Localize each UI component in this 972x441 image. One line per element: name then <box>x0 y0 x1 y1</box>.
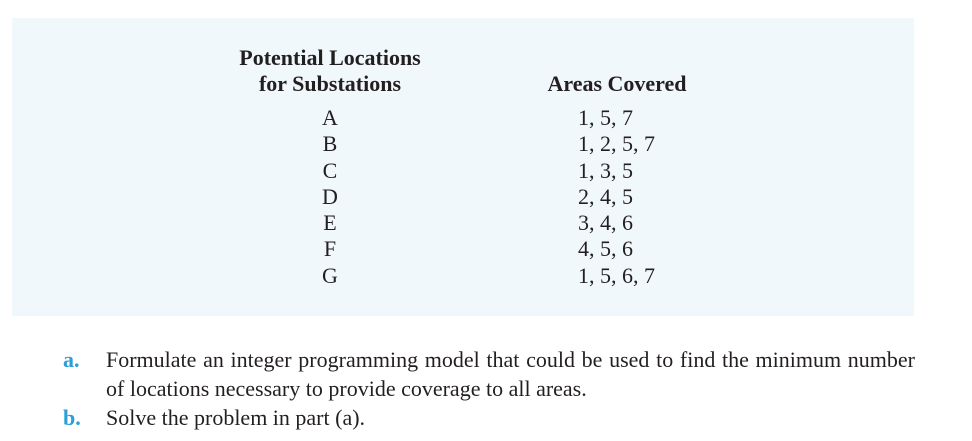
coverage-table <box>12 18 914 316</box>
question-text: Formulate an integer programming model that could be used to find the minimum number of locations necessary to provide coverage to all areas. <box>106 347 915 401</box>
question-item <box>63 403 915 432</box>
areas-cell: 1, 2, 5, 7 <box>578 131 655 157</box>
location-cell: C <box>322 157 338 183</box>
question-marker: b. <box>63 405 81 430</box>
location-column <box>302 105 358 289</box>
question-marker: a. <box>63 347 80 372</box>
location-cell: A <box>322 105 338 130</box>
location-cell: B <box>322 131 338 157</box>
areas-cell: 4, 5, 6 <box>578 236 633 262</box>
areas-cell: 3, 4, 6 <box>578 210 633 236</box>
question-list <box>63 345 915 432</box>
location-cell: F <box>323 236 337 262</box>
location-cell: G <box>322 262 338 288</box>
areas-cell: 1, 5, 6, 7 <box>578 262 655 288</box>
column-header-locations-line2: for Substations <box>258 71 402 96</box>
column-header-areas: Areas Covered <box>547 71 687 96</box>
column-header-locations-line1: Potential Locations <box>239 45 421 70</box>
location-cell: E <box>323 210 337 236</box>
question-text: Solve the problem in part (a). <box>106 405 366 430</box>
areas-cell: 2, 4, 5 <box>578 183 633 209</box>
column-header-locations <box>230 45 430 97</box>
areas-cell: 1, 5, 7 <box>578 105 633 130</box>
areas-cell: 1, 3, 5 <box>578 157 633 183</box>
location-cell: D <box>322 183 338 209</box>
areas-column <box>578 105 718 289</box>
question-item <box>63 345 915 403</box>
